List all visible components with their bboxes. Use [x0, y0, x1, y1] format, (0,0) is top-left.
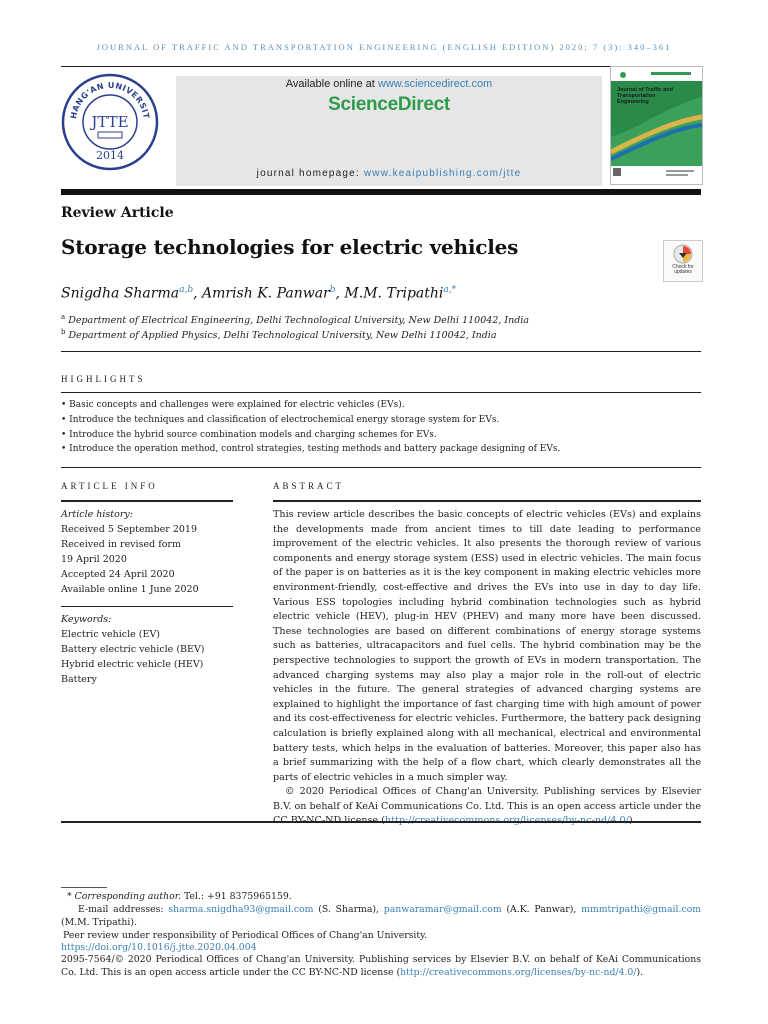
issn-copyright [61, 954, 701, 979]
highlight-text: Introduce the hybrid source combination models and charging schemes for EVs. [69, 430, 437, 440]
affiliation-text: Department of Electrical Engineering, Delhi Technological University, New Delhi 110042, India [68, 315, 530, 327]
abstract-copyright-text: © 2020 Periodical Offices of Chang'an University. Publishing services by Elsevier B.V. on behalf of KeAi Communications Co. Ltd. This is an open access article under the [273, 786, 701, 812]
history-line: Received 5 September 2019 [61, 524, 198, 535]
cover-graphic [611, 67, 702, 184]
author-affiliation-sup[interactable]: a,* [443, 285, 457, 295]
doi-line [61, 942, 701, 955]
author-affiliation-sup[interactable]: a,b [179, 285, 194, 295]
logo-year-text: 2014 [96, 149, 124, 162]
author-name[interactable]: Amrish K. Panwar [202, 285, 330, 302]
history-line: Accepted 24 April 2020 [61, 569, 175, 580]
highlight-text: Basic concepts and challenges were explained for electric vehicles (EVs). [69, 400, 405, 410]
history-line: Available online 1 June 2020 [61, 584, 199, 595]
email-link[interactable]: sharma.snigdha93@gmail.com [168, 904, 314, 915]
history-label: Article history: [61, 509, 133, 520]
author-affiliation-sup[interactable]: b [329, 285, 336, 295]
cover-title: Journal of Traffic and Transportation Engineering [617, 87, 673, 105]
keywords-label: Keywords: [61, 614, 112, 625]
issn-copyright-text: 2095-7564/© 2020 Periodical Offices of Chang'an University. Publishing services by Elsevier B.V. on behalf of KeAi Communications Co. Ltd. This is an open access article under the CC BY-NC-ND license ( [61, 954, 701, 978]
keyword: Hybrid electric vehicle (HEV) [61, 659, 204, 670]
highlight-text: Introduce the operation method, control strategies, testing methods and battery package designing of EVs. [69, 444, 561, 454]
corresponding-label: Corresponding author. [74, 891, 182, 902]
abstract-bottom-rule [61, 821, 701, 823]
history-line: 19 April 2020 [61, 554, 127, 565]
footnote-separator [61, 887, 107, 888]
check-updates-label: Check for updates [672, 264, 694, 275]
highlight-text: Introduce the techniques and classification of electrochemical energy storage system for EVs. [69, 415, 500, 425]
jtte-logo [60, 72, 160, 172]
email-owner: (M.M. Tripathi). [61, 916, 137, 928]
abstract-heading: ABSTRACT [273, 481, 345, 491]
highlights-bottom-rule [61, 467, 701, 468]
keywords-block [61, 612, 205, 687]
corresponding-author-note [61, 891, 707, 904]
affiliation-sup: b [61, 328, 66, 336]
article-info-rule [61, 500, 233, 502]
corresponding-phone: Tel.: +91 8375965159. [181, 891, 292, 902]
title-block-rule [61, 351, 701, 352]
available-online [176, 78, 602, 90]
highlights-heading: HIGHLIGHTS [61, 374, 146, 384]
keyword: Battery [61, 674, 97, 685]
article-info-heading: ARTICLE INFO [61, 481, 158, 491]
journal-cover-image [610, 66, 703, 185]
journal-homepage-link[interactable]: www.keaipublishing.com/jtte [363, 168, 522, 179]
article-title: Storage technologies for electric vehicles [61, 235, 519, 259]
email-owner: (A.K. Panwar), [501, 904, 582, 915]
author-separator: , [335, 285, 345, 302]
abstract-text: This review article describes the basic concepts of electric vehicles (EVs) and explains the developments made from ancient times to till date leading to performance improvement of the electric vehicles. It also presents the thorough review of various components and energy storage system (ESS) used in electric vehicles. The main focus of the paper is on batteries as it is the key component in making electric vehicles more environment-friendly, cost-effective and drives the EVs into use in day to day life. Various ESS topologies including hybrid combination technologies such as hybrid electric vehicle (HEV), plug-in HEV (PHEV) and many more have been discussed. These technologies are based on different combinations of energy storage systems such as batteries, ultracapacitors and fuel cells. The hybrid combination may be the perspective technologies to support the growth of EVs in modern transportation. The advanced charging systems may also play a major role in the roll-out of electric vehicles in the future. The general strategies of advanced charging systems are explained to highlight the importance of fast charging time with high amount of power and its cost-effectiveness for electric vehicles. Furthermore, the battery pack designing calculation is briefly explained along with all mechanical, electrical and environmental battery tests, which helps in the evaluation of batteries. Moreover, this paper also has a brief summarizing with the help of a flow chart, which clearly demonstrates all the parts of electric vehicles in a much simpler way. [273, 509, 701, 783]
footnote-license-end: ). [636, 966, 644, 978]
abstract-body [273, 508, 701, 829]
affiliation-text: Department of Applied Physics, Delhi Technological University, New Delhi 110042, India [68, 330, 497, 342]
header-thick-rule [61, 189, 701, 195]
email-addresses [61, 904, 701, 929]
highlights-top-rule [61, 392, 701, 393]
author-name[interactable]: M.M. Tripathi [344, 285, 444, 302]
email-link[interactable]: mmmtripathi@gmail.com [581, 904, 702, 915]
available-online-label: Available online at [285, 78, 378, 90]
author-name[interactable]: Snigdha Sharma [61, 285, 180, 302]
affiliation [61, 313, 529, 326]
highlight-item: • Basic concepts and challenges were explained for electric vehicles (EVs). [61, 400, 405, 410]
footnote-license-link[interactable]: http://creativecommons.org/licenses/by-nc-nd/4.0/ [400, 966, 637, 978]
logo-university-text: HANG'AN UNIVERSIT [69, 80, 151, 120]
peer-review-note: Peer review under responsibility of Periodical Offices of Chang'an University. [63, 930, 428, 941]
sciencedirect-wordmark: ScienceDirect [328, 94, 450, 115]
logo-jtte-text: JTTE [91, 113, 129, 131]
highlight-item: • Introduce the hybrid source combination models and charging schemes for EVs. [61, 430, 437, 440]
keyword: Battery electric vehicle (BEV) [61, 644, 205, 655]
article-history [61, 507, 199, 597]
history-line: Received in revised form [61, 539, 181, 550]
affiliation [61, 328, 497, 341]
highlight-item: • Introduce the operation method, control strategies, testing methods and battery package designing of EVs. [61, 444, 561, 454]
email-owner: (S. Sharma), [313, 904, 384, 915]
email-link[interactable]: panwaramar@gmail.com [383, 904, 502, 915]
author-separator: , [193, 285, 202, 302]
journal-homepage-label: journal homepage: [256, 168, 364, 179]
sciencedirect-url-link[interactable]: www.sciencedirect.com [377, 78, 493, 90]
highlight-item: • Introduce the techniques and classification of electrochemical energy storage system for EVs. [61, 415, 500, 425]
corresponding-star: * [67, 891, 72, 902]
keyword: Electric vehicle (EV) [61, 629, 161, 640]
check-for-updates-button[interactable] [663, 240, 703, 282]
journal-homepage [176, 168, 602, 179]
email-label: E-mail addresses: [78, 904, 169, 915]
header-rule [61, 66, 701, 67]
check-updates-icon [673, 244, 693, 266]
keywords-rule [61, 606, 233, 607]
author-list [61, 285, 456, 302]
abstract-rule [273, 500, 701, 502]
journal-citation-line: JOURNAL OF TRAFFIC AND TRANSPORTATION ENGINEERING (ENGLISH EDITION) 2020; 7 (3): 340–361 [96, 42, 672, 52]
article-type-label: Review Article [61, 205, 174, 221]
affiliation-sup: a [61, 313, 66, 321]
doi-link[interactable]: https://doi.org/10.1016/j.jtte.2020.04.004 [61, 942, 257, 953]
